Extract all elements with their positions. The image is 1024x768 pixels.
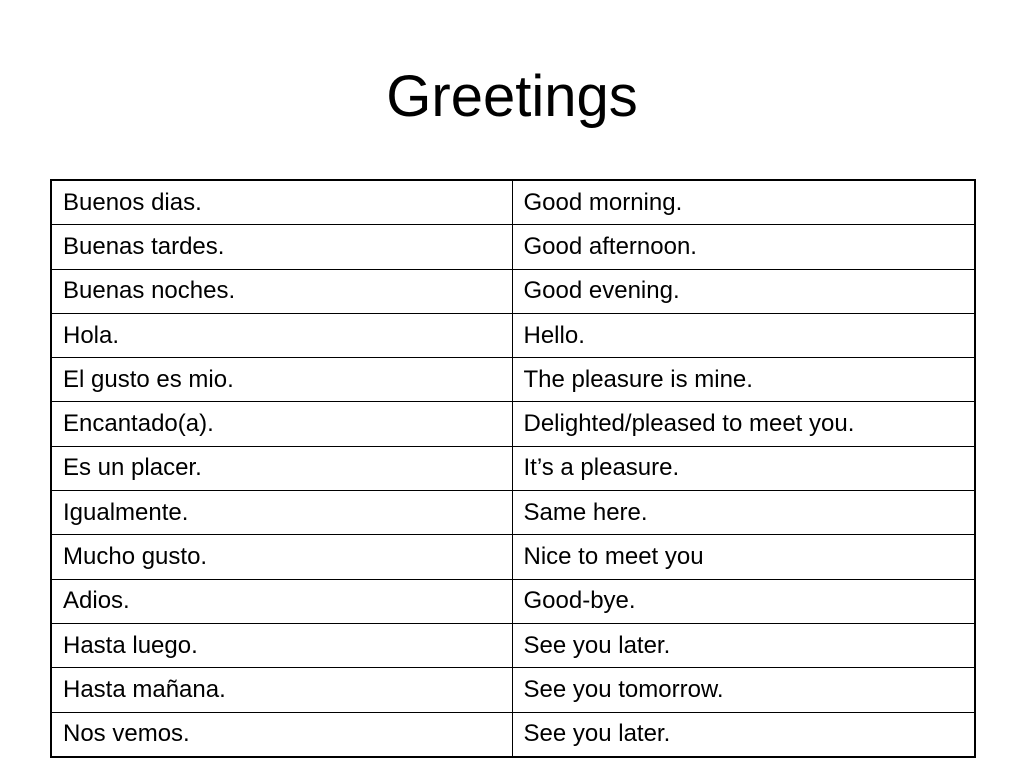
english-cell: See you later.	[512, 712, 975, 757]
table-row	[51, 668, 975, 712]
spanish-cell: Hola.	[51, 313, 512, 357]
english-cell: Nice to meet you	[512, 535, 975, 579]
english-cell: Good afternoon.	[512, 225, 975, 269]
spanish-cell: Buenas noches.	[51, 269, 512, 313]
english-cell: The pleasure is mine.	[512, 358, 975, 402]
english-cell: Good evening.	[512, 269, 975, 313]
spanish-cell: Encantado(a).	[51, 402, 512, 446]
english-cell: See you later.	[512, 623, 975, 667]
spanish-cell: Mucho gusto.	[51, 535, 512, 579]
table-row	[51, 579, 975, 623]
table-row	[51, 535, 975, 579]
table-row	[51, 402, 975, 446]
spanish-cell: Nos vemos.	[51, 712, 512, 757]
table-row	[51, 358, 975, 402]
table-row	[51, 269, 975, 313]
slide-title: Greetings	[386, 64, 638, 129]
table-row	[51, 225, 975, 269]
spanish-cell: Adios.	[51, 579, 512, 623]
spanish-cell: Hasta mañana.	[51, 668, 512, 712]
english-cell: It’s a pleasure.	[512, 446, 975, 490]
english-cell: Hello.	[512, 313, 975, 357]
table-row	[51, 623, 975, 667]
spanish-cell: Buenos dias.	[51, 180, 512, 225]
english-cell: Same here.	[512, 491, 975, 535]
spanish-cell: El gusto es mio.	[51, 358, 512, 402]
table-row	[51, 491, 975, 535]
english-cell: Delighted/pleased to meet you.	[512, 402, 975, 446]
table-row	[51, 180, 975, 225]
english-cell: Good-bye.	[512, 579, 975, 623]
spanish-cell: Es un placer.	[51, 446, 512, 490]
english-cell: Good morning.	[512, 180, 975, 225]
spanish-cell: Igualmente.	[51, 491, 512, 535]
table-row	[51, 313, 975, 357]
table-row	[51, 446, 975, 490]
greetings-table	[50, 179, 976, 758]
table-row	[51, 712, 975, 757]
spanish-cell: Buenas tardes.	[51, 225, 512, 269]
spanish-cell: Hasta luego.	[51, 623, 512, 667]
english-cell: See you tomorrow.	[512, 668, 975, 712]
